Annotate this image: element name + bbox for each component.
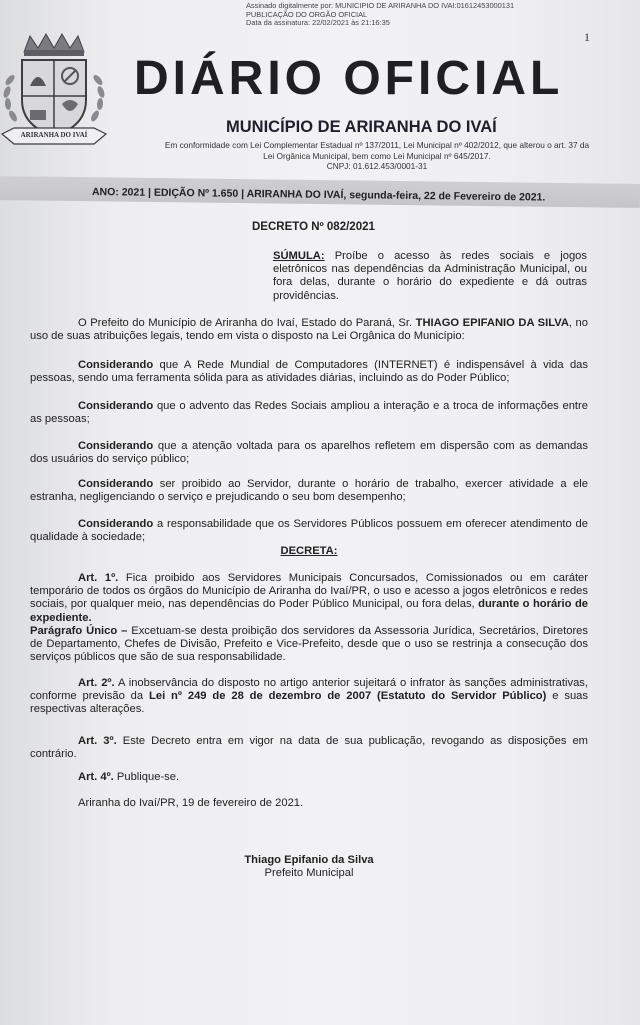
mayor-name: THIAGO EPIFANIO DA SILVA bbox=[415, 317, 569, 329]
edition-line: ANO: 2021 | EDIÇÃO Nº 1.650 | ARIRANHA DO IVAÍ, segunda-feira, 22 de Fevereiro de 2021. bbox=[91, 186, 546, 204]
considerando-label: Considerando bbox=[78, 400, 154, 412]
conformity-line-1: Em conformidade com Lei Complementar Estadual nº 137/2011, Lei Municipal nº 402/2012, que alterou o art. 37 da bbox=[164, 140, 590, 150]
sumula bbox=[273, 250, 587, 303]
article-4 bbox=[30, 771, 588, 784]
signer-name: Thiago Epifanio da Silva bbox=[244, 854, 374, 866]
art1-label: Art. 1º. bbox=[78, 572, 119, 584]
sumula-label: SÚMULA: bbox=[273, 250, 325, 262]
paragrafo-label: Parágrafo Único – bbox=[30, 624, 128, 637]
page-title: DIÁRIO OFICIAL bbox=[134, 52, 564, 105]
considerando-4 bbox=[30, 478, 588, 504]
signature-line-1: Assinado digitalmente por: MUNICIPIO DE ARIRANHA DO IVAI:01612453000131 bbox=[246, 1, 515, 10]
considerando-label: Considerando bbox=[78, 478, 154, 490]
decree-title: DECRETO Nº 082/2021 bbox=[252, 221, 375, 233]
digital-signature-stamp bbox=[246, 2, 576, 28]
considerando-5 bbox=[30, 518, 588, 544]
page-number: 1 bbox=[584, 30, 590, 44]
considerando-text: ser proibido ao Servidor, durante o horário de trabalho, exercer atividade a ele estranha, negligenciando o serviço e prejudicando o seu bom desempenho; bbox=[30, 478, 588, 504]
art2-text: A inobservância do disposto no artigo anterior sujeitará o infrator às sanções administrativas, conforme previsão da bbox=[30, 677, 589, 703]
article-2 bbox=[30, 677, 588, 717]
considerando-text: a responsabilidade que os Servidores Públicos possuem em oferecer atendimento de qualidade à sociedade; bbox=[30, 518, 588, 544]
considerando-text: que o advento das Redes Sociais ampliou a interação e a troca de informações entre as pessoas; bbox=[30, 400, 588, 426]
considerando-3 bbox=[30, 440, 588, 466]
art4-text: Publique-se. bbox=[113, 771, 180, 783]
art2-bold: Lei nº 249 de 28 de dezembro de 2007 (Estatuto do Servidor Público) bbox=[149, 690, 547, 703]
place-date bbox=[30, 797, 588, 810]
signature-line-2: PUBLICAÇÃO DO ORGÃO OFICIAL bbox=[246, 9, 368, 19]
considerando-1 bbox=[30, 359, 588, 385]
art3-text: Este Decreto entra em vigor na data de sua publicação, revogando as disposições em contrário. bbox=[30, 735, 588, 761]
article-3 bbox=[30, 735, 588, 761]
sumula-text: Proíbe o acesso às redes sociais e jogos eletrônicos nas dependências da Administração Municipal, ou fora delas, durante o horário do expediente e dá outras providências. bbox=[273, 250, 587, 302]
paragrafo-text: Excetuam-se desta proibição dos servidores da Assessoria Jurídica, Secretários, Diretores de Departamento, Chefes de Divisão, Prefeito e Vice-Prefeito, desde que o uso se restrinja a consecução dos serviços públicos que são de sua responsabilidade. bbox=[30, 624, 588, 664]
considerando-2 bbox=[30, 400, 588, 426]
place-date-text: Ariranha do Ivaí/PR, 19 de fevereiro de 2021. bbox=[78, 797, 304, 809]
art4-label: Art. 4º. bbox=[78, 771, 114, 783]
intro-post: , no uso de suas atribuições legais, tendo em vista o disposto na Lei Orgânica do Município: bbox=[30, 317, 588, 343]
intro-paragraph bbox=[30, 317, 588, 343]
art2-label: Art. 2º. bbox=[78, 677, 115, 689]
considerando-label: Considerando bbox=[78, 440, 154, 452]
considerando-label: Considerando bbox=[78, 359, 154, 371]
considerando-text: que A Rede Mundial de Computadores (INTERNET) é indispensável à vida das pessoas, sendo uma ferramenta sólida para as atividades diárias, incluindo as do Poder Público; bbox=[30, 359, 588, 385]
signature-block bbox=[30, 854, 588, 880]
decreta-heading: DECRETA: bbox=[280, 545, 338, 557]
cnpj: CNPJ: 01.612.453/0001-31 bbox=[326, 161, 428, 171]
municipality-name: MUNICÍPIO DE ARIRANHA DO IVAÍ bbox=[226, 118, 497, 136]
signature-line-3: Data da assinatura: 22/02/2021 às 21:16:35 bbox=[246, 18, 390, 28]
conformity-note bbox=[132, 140, 622, 172]
considerando-text: que a atenção voltada para os aparelhos refletem em dispersão com as demandas dos usuários do serviço público; bbox=[30, 440, 588, 466]
considerando-label: Considerando bbox=[78, 518, 154, 530]
art1-bold-end: durante o horário de expediente. bbox=[30, 598, 589, 624]
art2-end: e suas respectivas alterações. bbox=[30, 690, 588, 716]
conformity-line-2: Lei Orgânica Municipal, bem como Lei Municipal nº 645/2017. bbox=[263, 150, 491, 161]
art1-text: Fica proibido aos Servidores Municipais Concursados, Comissionados ou em caráter temporário de todos os órgãos do Município de Ariranha do Ivaí/PR, o uso e acesso a jogos eletrônicos e redes sociais, por qualquer meio, nas dependências do Poder Público Municipal, ou fora delas, bbox=[30, 572, 588, 611]
art3-label: Art. 3º. bbox=[78, 735, 117, 747]
crest-banner-text: ARIRANHA DO IVAÍ bbox=[20, 131, 88, 139]
intro-pre: O Prefeito do Município de Ariranha do Ivaí, Estado do Paraná, Sr. bbox=[78, 317, 416, 329]
signer-role: Prefeito Municipal bbox=[264, 867, 354, 880]
article-1 bbox=[30, 572, 588, 664]
